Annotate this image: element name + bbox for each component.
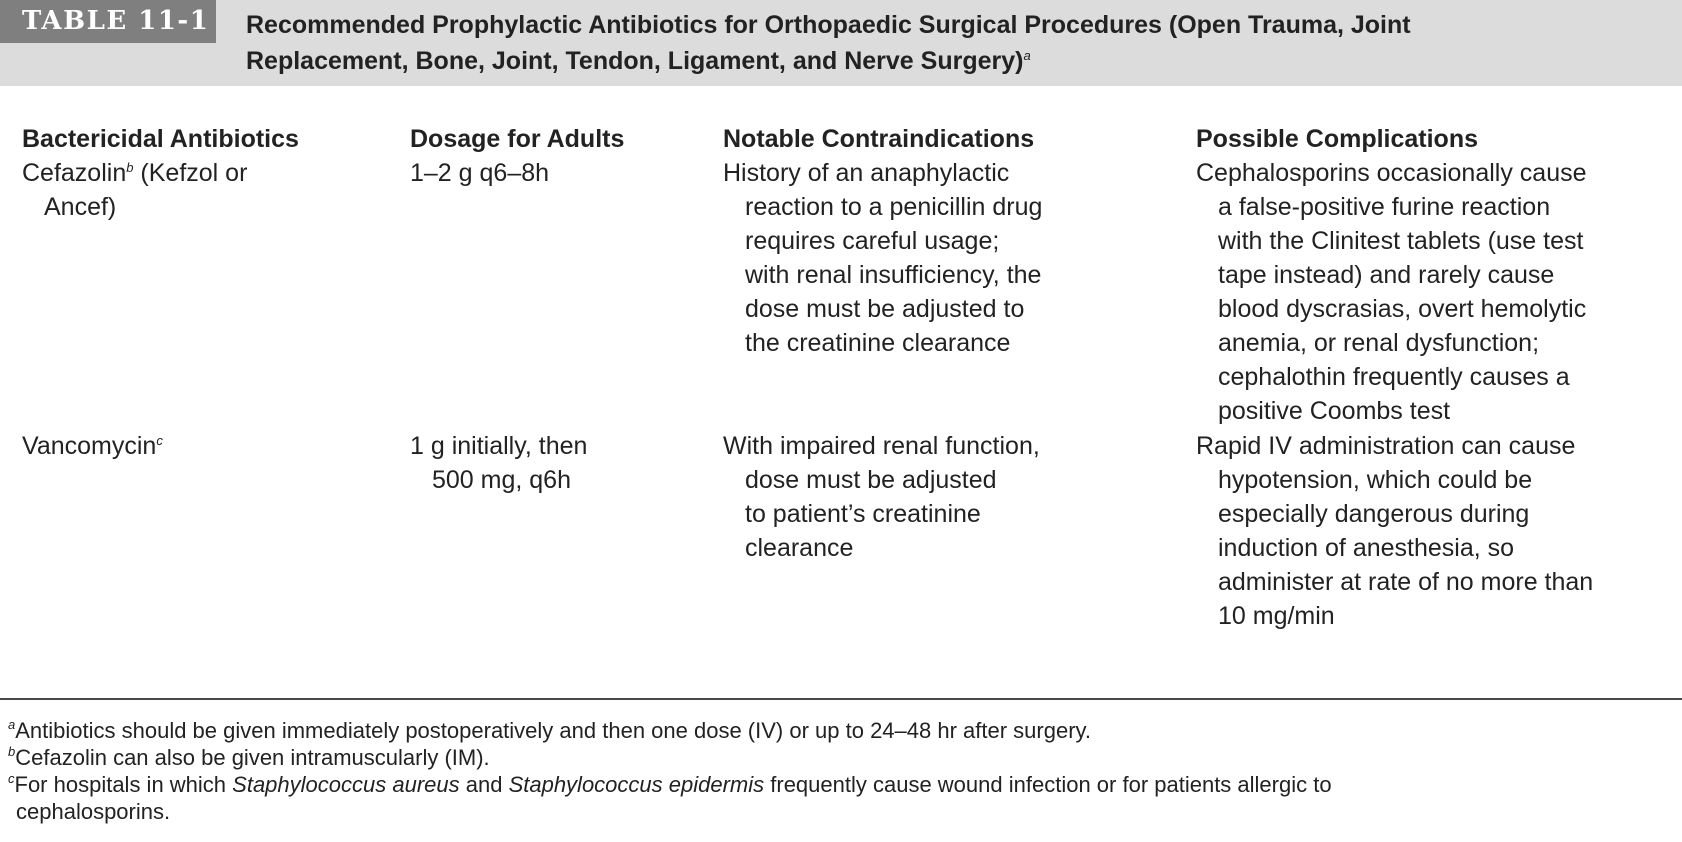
footnote-c-line-2: cephalosporins. xyxy=(16,799,171,824)
footnote-b-text: Cefazolin can also be given intramuscularly (IM). xyxy=(15,745,490,770)
contraindication-line: dose must be adjusted xyxy=(745,466,997,494)
dosage-line: 500 mg, q6h xyxy=(432,466,571,494)
contraindication-line: reaction to a penicillin drug xyxy=(745,193,1043,221)
contraindication-line: History of an anaphylactic xyxy=(723,159,1010,187)
title-footnote-marker: a xyxy=(1023,48,1031,63)
table-title-line-1: Recommended Prophylactic Antibiotics for Orthopaedic Surgical Procedures (Open Trauma, Joint xyxy=(246,11,1411,39)
footnote-marker-b: b xyxy=(8,744,16,759)
complication-line: a false-positive furine reaction xyxy=(1218,193,1551,221)
complication-line: especially dangerous during xyxy=(1218,500,1530,528)
table-row-cefazolin-complications xyxy=(1196,156,1587,428)
complication-line: cephalothin frequently causes a xyxy=(1218,363,1570,391)
footnote-marker-a: a xyxy=(8,717,16,732)
contraindication-line: clearance xyxy=(745,534,854,562)
complication-line: 10 mg/min xyxy=(1218,602,1335,630)
antibiotic-line: Ancef) xyxy=(44,193,117,221)
complication-line: induction of anesthesia, so xyxy=(1218,534,1515,562)
column-header-contraindications: Notable Contraindications xyxy=(723,125,1035,153)
footnote-c-text-post: frequently cause wound infection or for patients allergic to xyxy=(764,772,1332,797)
table-row-vancomycin-dosage xyxy=(410,429,587,497)
footnote-b xyxy=(8,744,1678,771)
table-title xyxy=(246,7,1666,79)
table-header xyxy=(0,0,1682,86)
table-row-cefazolin-dosage xyxy=(410,156,549,190)
table-footnotes xyxy=(8,717,1678,825)
complication-line: positive Coombs test xyxy=(1218,397,1451,425)
complication-line: anemia, or renal dysfunction; xyxy=(1218,329,1540,357)
column-header-antibiotics: Bactericidal Antibiotics xyxy=(22,125,299,153)
complication-line: tape instead) and rarely cause xyxy=(1218,261,1555,289)
footnote-c xyxy=(8,771,1678,798)
table-row-vancomycin-contraindications xyxy=(723,429,1040,565)
antibiotic-name-tail: (Kefzol or xyxy=(133,159,248,187)
table-row-cefazolin-contraindications xyxy=(723,156,1042,360)
antibiotic-footnote-marker: c xyxy=(156,433,163,448)
column-header-complications: Possible Complications xyxy=(1196,125,1479,153)
footnote-c-text-pre: For hospitals in which xyxy=(14,772,233,797)
antibiotic-line xyxy=(22,156,247,190)
complication-line: blood dyscrasias, overt hemolytic xyxy=(1218,295,1587,323)
table-row-vancomycin-complications xyxy=(1196,429,1593,633)
complication-line: with the Clinitest tablets (use test xyxy=(1218,227,1584,255)
column-header-dosage: Dosage for Adults xyxy=(410,125,625,153)
table-row-vancomycin-antibiotic xyxy=(22,429,163,463)
complication-line: Cephalosporins occasionally cause xyxy=(1196,159,1587,187)
footnote-c-organism-1: Staphylococcus aureus xyxy=(232,772,460,797)
antibiotic-name: Cefazolin xyxy=(22,159,127,187)
table-title-line-2-text: Replacement, Bone, Joint, Tendon, Ligament, and Nerve Surgery) xyxy=(246,47,1024,75)
contraindication-line: requires careful usage; xyxy=(745,227,1000,255)
contraindication-line: to patient’s creatinine xyxy=(745,500,981,528)
antibiotic-line xyxy=(22,429,163,463)
dosage-line: 1–2 g q6–8h xyxy=(410,159,550,187)
contraindication-line: the creatinine clearance xyxy=(745,329,1011,357)
contraindication-line: With impaired renal function, xyxy=(723,432,1040,460)
complication-line: administer at rate of no more than xyxy=(1218,568,1594,596)
antibiotic-name: Vancomycin xyxy=(22,432,157,460)
table-row-cefazolin-antibiotic xyxy=(22,156,247,224)
contraindication-line: with renal insufficiency, the xyxy=(745,261,1042,289)
table-title-line-2 xyxy=(246,43,1666,79)
antibiotic-footnote-marker: b xyxy=(126,160,134,175)
complication-line: Rapid IV administration can cause xyxy=(1196,432,1576,460)
footnote-marker-c: c xyxy=(8,771,15,786)
footnote-a-text: Antibiotics should be given immediately postoperatively and then one dose (IV) or up to 24–48 hr after surgery. xyxy=(15,718,1091,743)
footnote-a xyxy=(8,717,1678,744)
table-bottom-rule xyxy=(0,698,1682,700)
footnote-c-text-mid: and xyxy=(459,772,509,797)
table-number-label: TABLE 11-1 xyxy=(0,0,216,43)
contraindication-line: dose must be adjusted to xyxy=(745,295,1025,323)
complication-line: hypotension, which could be xyxy=(1218,466,1533,494)
dosage-line: 1 g initially, then xyxy=(410,432,588,460)
footnote-c-organism-2: Staphylococcus epidermis xyxy=(508,772,765,797)
